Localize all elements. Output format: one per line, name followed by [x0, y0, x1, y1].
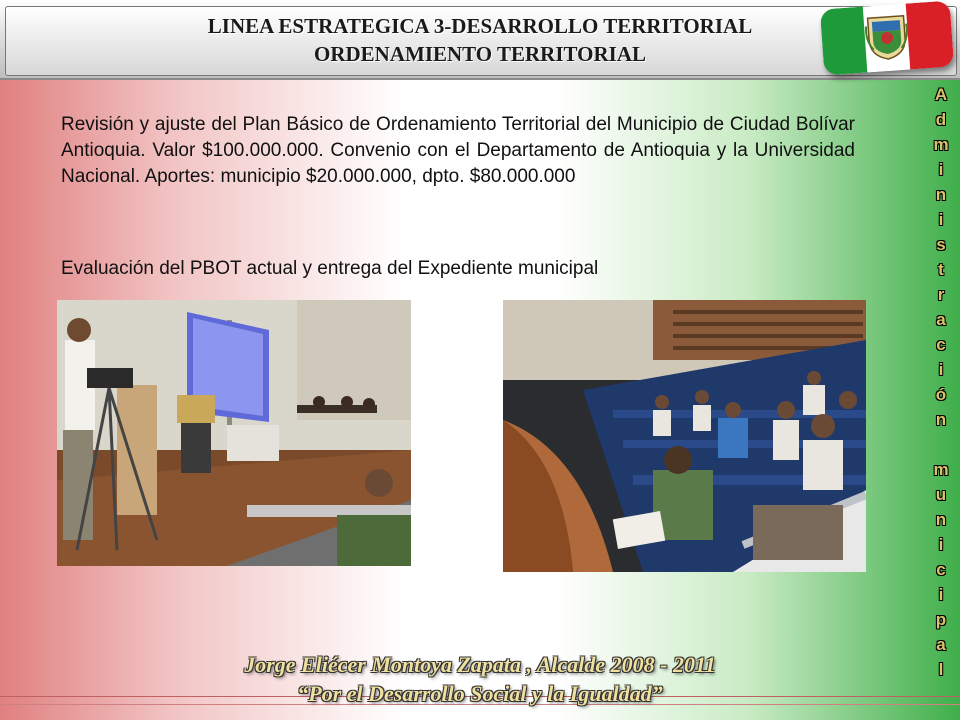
banner-letter: m: [933, 135, 949, 154]
footer-slogan: “Por el Desarrollo Social y la Igualdad”: [297, 681, 663, 706]
description-paragraph: Revisión y ajuste del Plan Básico de Ordenamiento Territorial del Municipio de Ciudad Bolívar Antioquia. Valor $100.000.000. Convenio con el Departamento de Antioquia y la Universidad Nacional. Aportes: municipio $20.000.000, dpto. $80.000.000: [61, 114, 855, 187]
banner-letter: l: [938, 660, 944, 679]
banner-letter: d: [935, 110, 947, 129]
banner-letter: a: [936, 635, 946, 654]
banner-letter: ó: [935, 385, 947, 404]
banner-letter: i: [938, 360, 944, 379]
vertical-banner-administracion-municipal: [928, 82, 954, 682]
banner-letter: A: [934, 85, 948, 104]
banner-letter: t: [938, 260, 944, 279]
banner-letter: s: [936, 235, 946, 254]
banner-letter: u: [935, 485, 947, 504]
title-line-2: ORDENAMIENTO TERRITORIAL: [314, 42, 646, 66]
banner-letter: m: [933, 460, 949, 479]
banner-letter: n: [935, 410, 947, 429]
title-bar: [0, 0, 960, 80]
banner-letter: i: [938, 210, 944, 229]
municipal-seal-icon: [863, 12, 910, 63]
banner-letter: p: [935, 610, 947, 629]
banner-letter: n: [935, 510, 947, 529]
banner-letter: i: [938, 585, 944, 604]
banner-letter: i: [938, 535, 944, 554]
colombian-municipal-flag: [820, 1, 954, 76]
banner-letter: c: [936, 335, 946, 354]
photo-audience: [503, 300, 866, 572]
banner-letter: i: [938, 160, 944, 179]
photo-stage-presentation: [57, 300, 411, 566]
banner-letter: r: [937, 285, 945, 304]
evaluation-paragraph: Evaluación del PBOT actual y entrega del Expediente municipal: [61, 258, 599, 279]
banner-letter: a: [936, 310, 946, 329]
banner-letter: c: [936, 560, 946, 579]
banner-letter: n: [935, 185, 947, 204]
title-line-1: LINEA ESTRATEGICA 3-DESARROLLO TERRITORIAL: [207, 14, 753, 38]
footer-mayor-line: Jorge Eliécer Montoya Zapata , Alcalde 2008 - 2011: [244, 652, 716, 677]
